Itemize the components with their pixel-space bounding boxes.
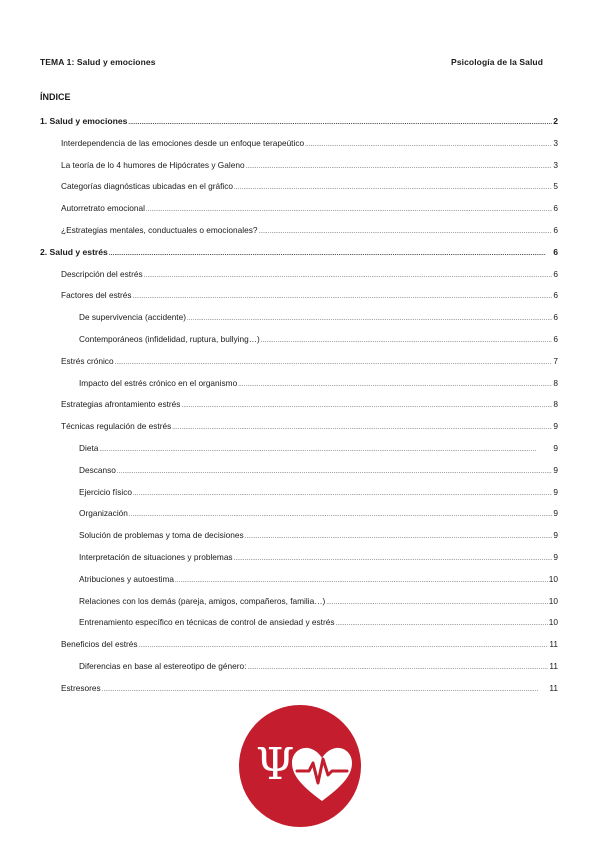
toc-entry-page: 6 [553, 203, 558, 214]
toc-entry-title: Técnicas regulación de estrés [61, 421, 172, 432]
toc-entry-page: 6 [553, 333, 558, 344]
toc-entry[interactable] [40, 242, 558, 264]
toc-entry-title: Factores del estrés [61, 290, 132, 301]
toc-entry-title: La teoría de lo 4 humores de Hipócrates y Galeno [61, 159, 245, 170]
toc-dot-leader [99, 440, 552, 462]
toc-entry[interactable] [40, 438, 558, 460]
toc-entry-page: 9 [553, 442, 558, 453]
toc-entry[interactable] [40, 198, 558, 220]
toc-entry-page: 6 [553, 268, 558, 279]
toc-entry-page: 6 [553, 312, 558, 323]
toc-dot-leader [175, 571, 548, 593]
toc-entry[interactable] [40, 329, 558, 351]
toc-dot-leader [133, 484, 552, 506]
toc-entry[interactable] [40, 220, 558, 242]
toc-entry-title: Beneficios del estrés [61, 639, 138, 650]
toc-entry[interactable] [40, 503, 558, 525]
toc-entry[interactable] [40, 111, 558, 133]
toc-entry-page: 9 [553, 421, 558, 432]
toc-dot-leader [181, 396, 552, 418]
toc-dot-leader [336, 614, 548, 636]
toc-entry-title: De supervivencia (accidente) [79, 312, 186, 323]
toc-entry[interactable] [40, 307, 558, 329]
toc-dot-leader [258, 222, 552, 244]
toc-entry-page: 10 [548, 573, 558, 584]
toc-entry-page: 11 [549, 660, 558, 671]
toc-entry-title: Estrés crónico [61, 355, 114, 366]
toc-entry-title: Contemporáneos (infidelidad, ruptura, bullying…) [79, 333, 260, 344]
toc-entry[interactable] [40, 264, 558, 286]
toc-entry[interactable] [40, 285, 558, 307]
toc-dot-leader [187, 309, 552, 331]
toc-entry-page: 8 [553, 399, 558, 410]
toc-dot-leader [129, 505, 552, 527]
toc-entry-title: Ejercicio físico [79, 486, 133, 497]
toc-entry-title: 2. Salud y estrés [40, 246, 108, 257]
toc-entry[interactable] [40, 482, 558, 504]
toc-dot-leader [261, 331, 553, 353]
toc-entry-title: Atribuciones y autoestima [79, 573, 175, 584]
toc-entry-title: Descripción del estrés [61, 268, 143, 279]
toc-entry-title: Autorretrato emocional [61, 203, 145, 214]
toc-entry-title: Organización [79, 508, 128, 519]
toc-entry[interactable] [40, 547, 558, 569]
header-topic: TEMA 1: Salud y emociones [40, 57, 156, 67]
toc-dot-leader [245, 527, 553, 549]
toc-entry-title: Descanso [79, 464, 116, 475]
toc-entry-page: 9 [553, 551, 558, 562]
toc-entry-title: Estrategias afrontamiento estrés [61, 399, 181, 410]
toc-entry-page: 3 [553, 137, 558, 148]
toc-entry[interactable] [40, 394, 558, 416]
toc-dot-leader [326, 593, 548, 615]
toc-dot-leader [234, 178, 552, 200]
toc-entry[interactable] [40, 678, 558, 700]
toc-entry[interactable] [40, 176, 558, 198]
toc-entry-title: Solución de problemas y toma de decisiones [79, 530, 244, 541]
toc-entry-title: 1. Salud y emociones [40, 116, 128, 126]
toc-dot-leader [238, 375, 552, 397]
table-of-contents [40, 111, 558, 700]
toc-entry-title: Dieta [79, 442, 99, 453]
toc-entry[interactable] [40, 612, 558, 634]
toc-entry-title: Interdependencia de las emociones desde un enfoque terapeútico [61, 137, 305, 148]
header-course: Psicología de la Salud [451, 57, 543, 67]
toc-entry-page: 9 [553, 464, 558, 475]
toc-entry-page: 2 [553, 116, 558, 126]
toc-dot-leader [247, 658, 548, 680]
toc-entry-page: 3 [553, 159, 558, 170]
toc-entry[interactable] [40, 416, 558, 438]
toc-entry[interactable] [40, 525, 558, 547]
toc-entry-title: ¿Estrategias mentales, conductuales o emocionales? [61, 224, 258, 235]
toc-entry-page: 6 [553, 224, 558, 235]
toc-entry-page: 11 [549, 639, 558, 650]
toc-entry[interactable] [40, 591, 558, 613]
toc-entry-page: 6 [553, 246, 558, 257]
toc-dot-leader [305, 135, 552, 157]
toc-entry-title: Entrenamiento específico en técnicas de control de ansiedad y estrés [79, 617, 335, 628]
toc-entry-page: 6 [553, 290, 558, 301]
toc-entry-page: 10 [548, 595, 558, 606]
toc-entry-title: Interpretación de situaciones y problemas [79, 551, 233, 562]
toc-entry[interactable] [40, 155, 558, 177]
toc-entry[interactable] [40, 133, 558, 155]
toc-dot-leader [102, 680, 549, 702]
toc-entry-title: Diferencias en base al estereotipo de género: [79, 660, 247, 671]
toc-entry-page: 10 [548, 617, 558, 628]
toc-dot-leader [144, 266, 553, 288]
toc-entry-page: 5 [553, 181, 558, 192]
toc-entry[interactable] [40, 460, 558, 482]
toc-entry[interactable] [40, 351, 558, 373]
toc-dot-leader [117, 462, 552, 484]
toc-dot-leader [234, 549, 553, 571]
page-header [40, 57, 543, 67]
toc-entry-title: Impacto del estrés crónico en el organismo [79, 377, 238, 388]
toc-entry-page: 11 [549, 682, 558, 693]
toc-entry[interactable] [40, 656, 558, 678]
toc-dot-leader [146, 200, 552, 222]
psi-symbol: Ψ [255, 739, 295, 790]
toc-dot-leader [109, 244, 552, 266]
toc-entry-title: Categorías diagnósticas ubicadas en el gráfico [61, 181, 234, 192]
toc-dot-leader [139, 636, 549, 658]
toc-entry[interactable] [40, 634, 558, 656]
toc-dot-leader [133, 287, 553, 309]
toc-dot-leader [246, 157, 553, 179]
toc-dot-leader [128, 113, 552, 135]
toc-entry-title: Estresores [61, 682, 101, 693]
psi-heart-logo [239, 705, 361, 827]
toc-entry-page: 9 [553, 486, 558, 497]
toc-entry-page: 7 [553, 355, 558, 366]
toc-dot-leader [115, 353, 553, 375]
toc-entry-page: 8 [553, 377, 558, 388]
toc-entry-page: 9 [553, 530, 558, 541]
index-title: ÍNDICE [40, 92, 71, 102]
toc-entry[interactable] [40, 569, 558, 591]
toc-entry-title: Relaciones con los demás (pareja, amigos, compañeros, familia…) [79, 595, 326, 606]
toc-entry[interactable] [40, 373, 558, 395]
toc-entry-page: 9 [553, 508, 558, 519]
toc-dot-leader [172, 418, 552, 440]
